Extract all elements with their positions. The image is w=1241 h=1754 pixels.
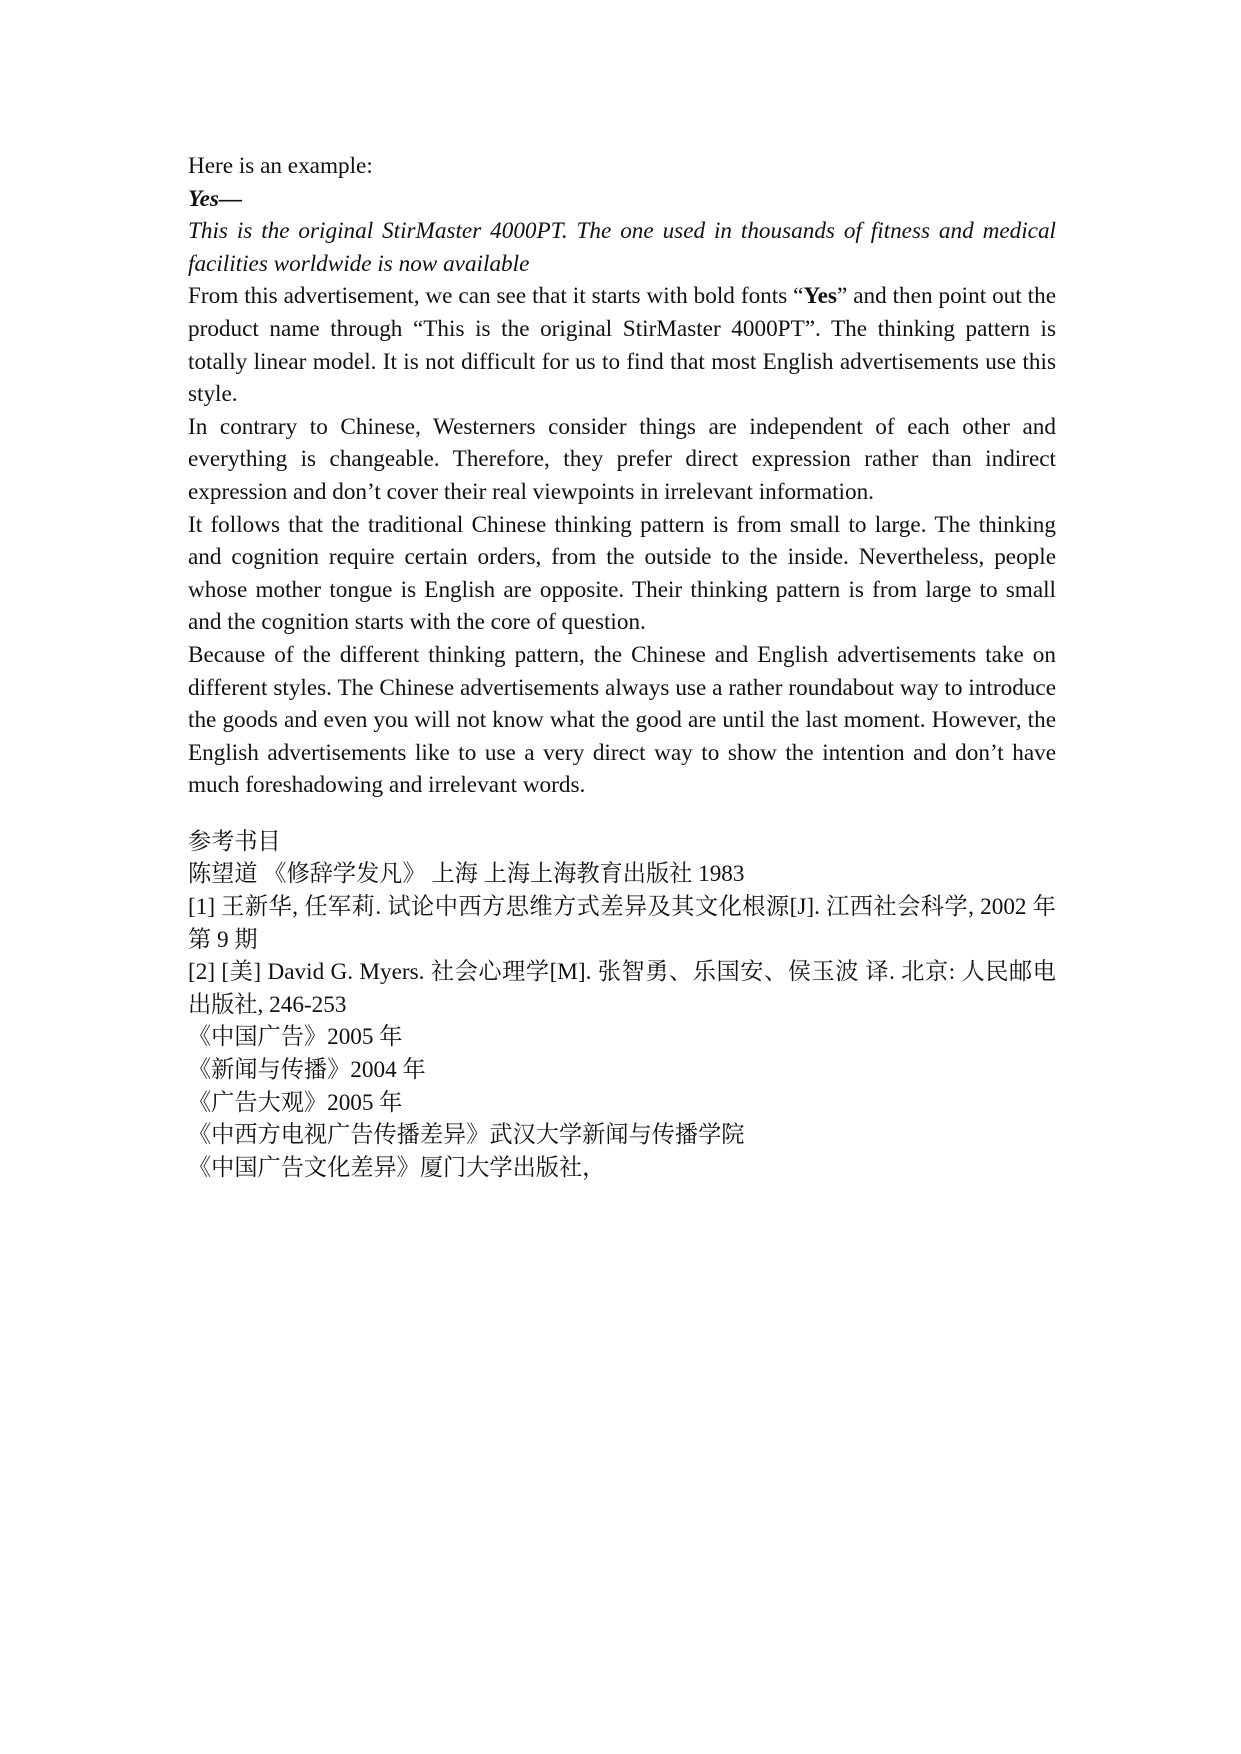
page-body bbox=[188, 150, 1056, 1184]
reference-item: [2] [美] David G. Myers. 社会心理学[M]. 张智勇、乐国安、侯玉波 译. 北京: 人民邮电出版社, 246-253 bbox=[188, 959, 1056, 1018]
reference-item: 陈望道 《修辞学发凡》 上海 上海上海教育出版社 1983 bbox=[188, 861, 745, 888]
example-text: This is the original StirMaster 4000PT. The one used in thousands of fitness and medical facilities worldwide is now available bbox=[188, 218, 1056, 277]
reference-item: [1] 王新华, 任军莉. 试论中西方思维方式差异及其文化根源[J]. 江西社会科学, 2002 年第 9 期 bbox=[188, 894, 1056, 953]
paragraph-2: In contrary to Chinese, Westerners consider things are independent of each other and everything is changeable. Therefore, they prefer direct expression rather than indirect expression and don’t cover their real viewpoints in irrelevant information. bbox=[188, 413, 1056, 505]
paragraph-4: Because of the different thinking pattern, the Chinese and English advertisements take on different styles. The Chinese advertisements always use a rather roundabout way to introduce the goods and even you will not know what the good are until the last moment. However, the English advertisements like to use a very direct way to show the intention and don’t have much foreshadowing and irrelevant words. bbox=[188, 641, 1056, 799]
intro-line: Here is an example: bbox=[188, 153, 373, 179]
reference-item: 《广告大观》2005 年 bbox=[188, 1089, 403, 1116]
reference-item: 《新闻与传播》2004 年 bbox=[188, 1057, 426, 1084]
paragraph-1-bold: Yes bbox=[803, 283, 837, 310]
references-section bbox=[188, 826, 1056, 1185]
reference-item: 《中国广告文化差异》厦门大学出版社， bbox=[188, 1154, 606, 1181]
reference-item: 《中西方电视广告传播差异》武汉大学新闻与传播学院 bbox=[188, 1122, 745, 1149]
example-heading: Yes— bbox=[188, 185, 243, 212]
paragraph-1 bbox=[188, 280, 1056, 410]
references-heading: 参考书目 bbox=[188, 828, 281, 855]
paragraph-1-post: ” and then point out the product name through “This is the original StirMaster 4000PT”. The thinking pattern is totally linear model. It is not difficult for us to find that most English advertisements use this style. bbox=[188, 283, 1056, 408]
paragraph-1-pre: From this advertisement, we can see that it starts with bold fonts “ bbox=[188, 283, 804, 310]
paragraph-3: It follows that the traditional Chinese thinking pattern is from small to large. The thinking and cognition require certain orders, from the outside to the inside. Nevertheless, people whose mother tongue is English are opposite. Their thinking pattern is from large to small and the cognition starts with the core of question. bbox=[188, 511, 1056, 636]
reference-item: 《中国广告》2005 年 bbox=[188, 1024, 403, 1051]
